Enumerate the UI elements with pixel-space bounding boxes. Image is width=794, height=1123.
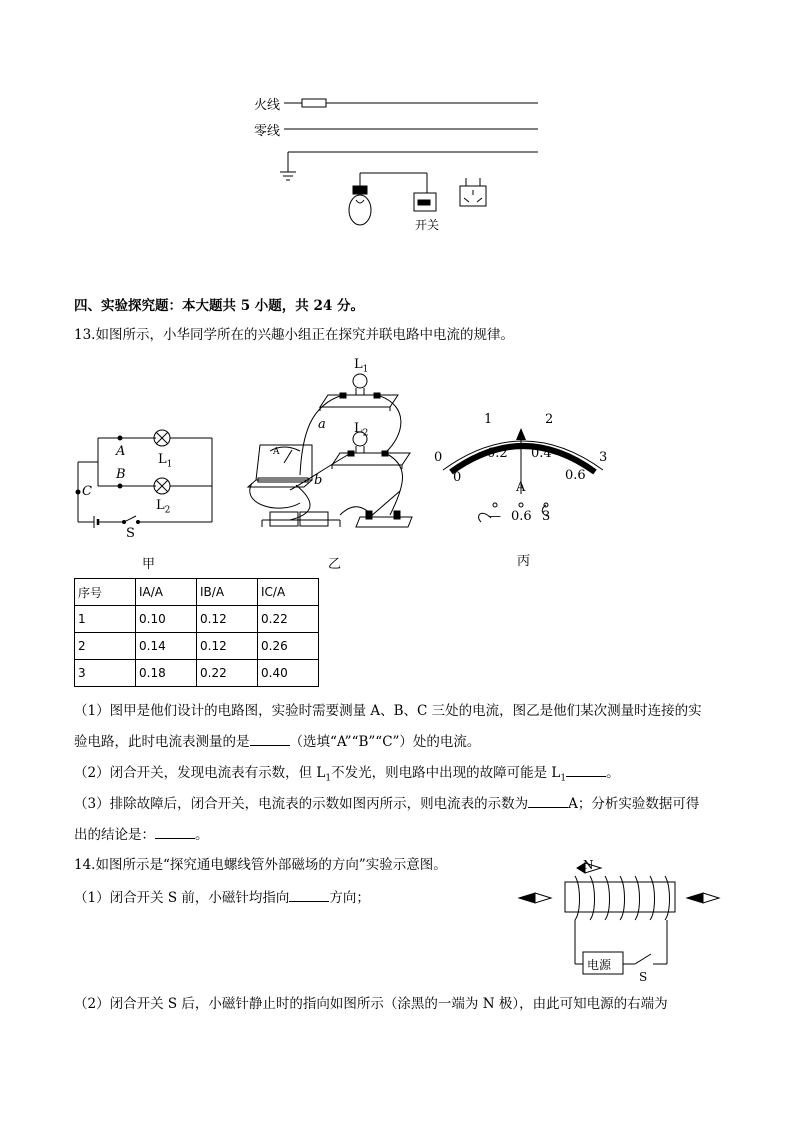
jia-label-c: C	[82, 484, 92, 499]
table-cell: 3	[75, 660, 136, 687]
q13-part3-text-a: （3）排除故障后，闭合开关，电流表的示数如图丙所示，则电流表的示数为	[74, 796, 529, 812]
q13-part2-text-a: （2）闭合开关，发现电流表有示数，但 L	[74, 765, 326, 781]
fig-jia-caption: 甲	[142, 557, 156, 572]
table-header-row	[75, 579, 319, 606]
bing-unit: A	[516, 480, 526, 495]
answer-blank[interactable]	[566, 762, 606, 777]
table-cell: 0.22	[197, 660, 258, 687]
solenoid-n-label: N	[583, 858, 594, 872]
current-data-table	[74, 578, 319, 687]
bing-bottom-tick-0: 0	[453, 470, 462, 485]
fig-bing	[425, 410, 625, 570]
q13-part2-sub: 1	[325, 773, 332, 784]
bing-top-tick-3: 3	[599, 450, 608, 465]
table-header-cell: IB/A	[197, 579, 258, 606]
yi-label-b: b	[314, 473, 323, 488]
answer-blank[interactable]	[528, 793, 568, 808]
fig-bing-caption: 丙	[517, 554, 531, 569]
q13-part1-text-a: 验电路，此时电流表测量的是	[74, 734, 250, 750]
bing-bottom-tick-1: 0.2	[487, 446, 508, 461]
q13-part2-text-b: 不发光，则电路中出现的故障可能是 L	[331, 765, 561, 781]
q13-part1-line2	[74, 731, 480, 752]
table-cell: 0.22	[258, 606, 319, 633]
jia-label-l1: $L_1$	[158, 452, 173, 470]
household-circuit-figure	[240, 88, 550, 238]
household-circuit-drawing	[240, 88, 550, 238]
table-cell: 0.40	[258, 660, 319, 687]
jia-label-b: B	[116, 467, 126, 482]
table-cell: 1	[75, 606, 136, 633]
table-row	[75, 606, 319, 633]
yi-label-l2: $L_2$	[354, 421, 369, 439]
q13-part2-text-c: 。	[606, 765, 620, 781]
q13-part3-line1	[74, 793, 699, 814]
power-source-label: 电源	[587, 958, 612, 972]
solenoid-drawing	[515, 856, 725, 986]
fig-jia-circuit	[70, 420, 220, 530]
bing-top-tick-0: 0	[434, 450, 443, 465]
bing-top-tick-1: 1	[484, 412, 493, 427]
answer-blank[interactable]	[155, 824, 195, 839]
bing-bottom-tick-2: 0.4	[531, 446, 552, 461]
fig-yi-apparatus	[240, 355, 420, 540]
bing-top-tick-2: 2	[545, 412, 554, 427]
q13-stem: 13.如图所示，小华同学所在的兴趣小组正在探究并联电路中电流的规律。	[74, 327, 514, 343]
bing-terminal-0.6: 0.6	[511, 509, 532, 524]
table-cell: 0.12	[197, 606, 258, 633]
table-cell: 0.14	[136, 633, 197, 660]
table-row	[75, 660, 319, 687]
q13-part3-text-d: 。	[195, 827, 209, 843]
fig-jia	[70, 420, 220, 570]
table-cell: 0.10	[136, 606, 197, 633]
jia-label-l2: $L_2$	[156, 498, 171, 516]
fig-yi-caption: 乙	[328, 557, 342, 572]
q14-part1-text-b: 方向；	[329, 890, 370, 906]
q13-part2	[74, 762, 620, 789]
yi-label-l1: $L_1$	[354, 357, 369, 375]
bing-terminal-neg: —	[488, 509, 501, 524]
yi-label-a: a	[318, 417, 326, 432]
q14-part2: （2）闭合开关 S 后，小磁针静止时的指向如图所示（涂黑的一端为 N 极），由此可知电源的右端为	[74, 996, 668, 1012]
table-cell: 0.18	[136, 660, 197, 687]
jia-label-s: S	[126, 526, 135, 541]
q13-part2-sub2: 1	[560, 773, 567, 784]
solenoid-figure	[515, 856, 725, 986]
neutral-wire-label: 零线	[254, 124, 281, 139]
switch-label: 开关	[415, 218, 440, 232]
table-cell: 0.12	[197, 633, 258, 660]
answer-blank[interactable]	[289, 887, 329, 902]
q13-part3-text-b: A；分析实验数据可得	[568, 796, 700, 812]
fig-yi	[240, 355, 420, 570]
yi-ammeter-label: A	[273, 447, 280, 457]
live-wire-label: 火线	[254, 98, 281, 113]
table-cell: 0.26	[258, 633, 319, 660]
section4-title: 四、实验探究题：本大题共 5 小题，共 24 分。	[74, 298, 364, 314]
bing-terminal-3: 3	[542, 509, 551, 524]
table-header-cell: IC/A	[258, 579, 319, 606]
q14-stem: 14.如图所示是“探究通电螺线管外部磁场的方向”实验示意图。	[74, 857, 447, 873]
table-header-cell: 序号	[75, 579, 136, 606]
q13-part3-text-c: 出的结论是：	[74, 827, 155, 843]
q13-part3-line2	[74, 824, 209, 845]
q14-part1-text-a: （1）闭合开关 S 前，小磁针均指向	[74, 890, 290, 906]
answer-blank[interactable]	[250, 731, 290, 746]
table-cell: 2	[75, 633, 136, 660]
q13-part1-line1: （1）图甲是他们设计的电路图，实验时需要测量 A、B、C 三处的电流，图乙是他们某次测量时连接的实	[74, 703, 702, 719]
bing-bottom-tick-3: 0.6	[565, 468, 586, 483]
q13-part1-text-b: （选填“A”“B”“C”）处的电流。	[289, 734, 481, 750]
solenoid-switch-label: S	[639, 970, 648, 984]
q14-part1	[74, 887, 370, 908]
table-row	[75, 633, 319, 660]
jia-label-a: A	[116, 444, 126, 459]
table-header-cell: IA/A	[136, 579, 197, 606]
